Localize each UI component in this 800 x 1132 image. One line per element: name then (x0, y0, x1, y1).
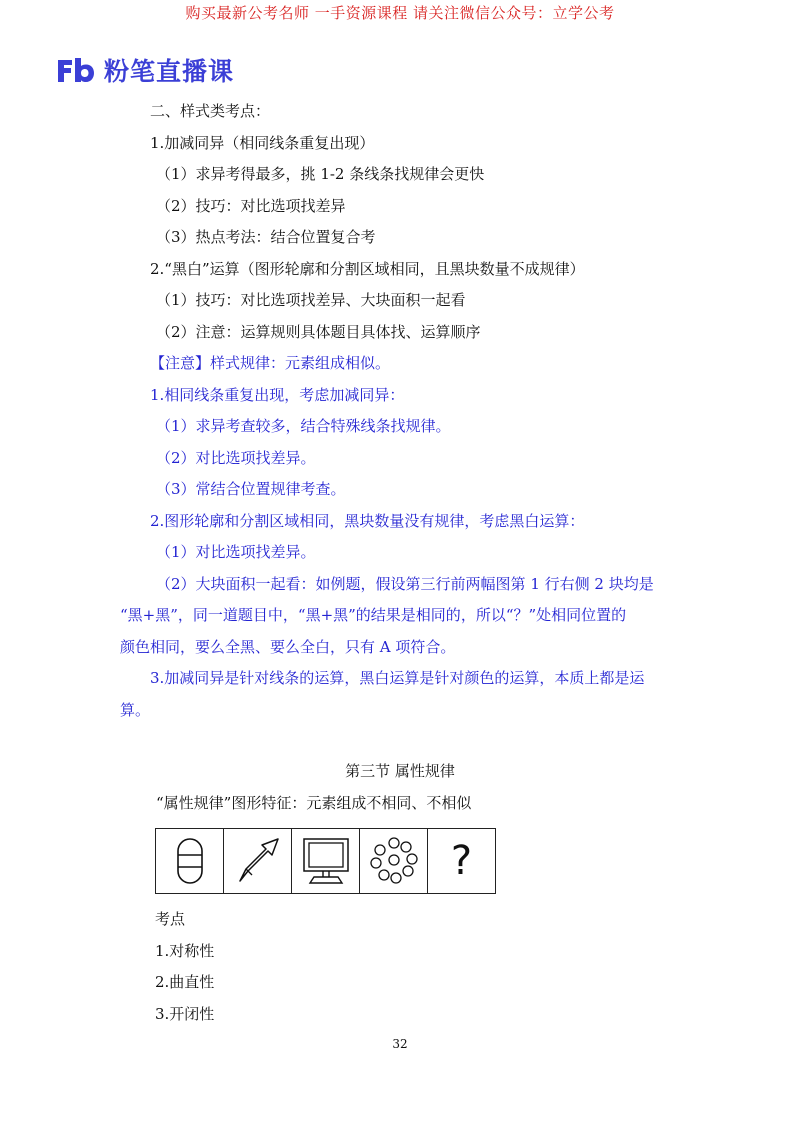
figure-cell (156, 829, 224, 893)
figure-cell (360, 829, 428, 893)
top-banner: 购买最新公考名师 一手资源课程 请关注微信公众号：立学公考 (185, 4, 615, 22)
note-p2-point-cont: 颜色相同，要么全黑、要么全白，只有 A 项符合。 (120, 637, 456, 656)
bead-ring-icon (364, 833, 424, 889)
note-p2: 2.图形轮廓和分割区域相同，黑块数量没有规律，考虑黑白运算： (150, 511, 585, 530)
item2-title: 2.“黑白”运算（图形轮廓和分割区域相同，且黑块数量不成规律） (150, 259, 585, 278)
capsule-shape-icon (160, 833, 220, 889)
note-p1-point: （2）对比选项找差异。 (156, 448, 316, 467)
fb-logo-icon (56, 56, 96, 84)
logo (56, 52, 234, 88)
item1-point: （2）技巧：对比选项找差异 (156, 196, 346, 215)
item2-point: （2）注意：运算规则具体题目具体找、运算顺序 (156, 322, 481, 341)
main-content (120, 96, 690, 726)
item1-point: （1）求异考得最多，挑 1-2 条线条找规律会更快 (156, 165, 485, 183)
item2-point: （1）技巧：对比选项找差异、大块面积一起看 (156, 291, 466, 309)
section-two-title: 二、样式类考点： (150, 102, 271, 120)
note-p3: 3.加减同异是针对线条的运算，黑白运算是针对颜色的运算，本质上都是运 (150, 669, 645, 687)
points-list (155, 904, 214, 1030)
list-item: 1.对称性 (155, 941, 215, 960)
item1-point: （3）热点考法：结合位置复合考 (156, 228, 376, 246)
item1-title: 1.加减同异（相同线条重复出现） (150, 133, 375, 152)
arrow-shape-icon (228, 833, 288, 889)
note-title: 【注意】样式规律：元素组成相似。 (150, 354, 391, 372)
note-p1-point: （3）常结合位置规律考查。 (156, 480, 346, 498)
question-mark-icon: ? (450, 838, 473, 884)
note-p2-point: （2）大块面积一起看：如例题，假设第三行前两幅图第 1 行右侧 2 块均是 (156, 574, 654, 593)
section-three-intro: “属性规律”图形特征：元素组成不相同、不相似 (156, 794, 472, 812)
figure-sequence (155, 828, 496, 894)
list-item: 2.曲直性 (155, 973, 215, 991)
page-number: 32 (392, 1037, 408, 1051)
note-p2-point: （1）对比选项找差异。 (156, 543, 316, 561)
points-title: 考点 (155, 910, 186, 928)
note-p3-cont: 算。 (120, 700, 151, 719)
note-p1: 1.相同线条重复出现，考虑加减同异： (150, 385, 405, 404)
list-item: 3.开闭性 (155, 1004, 215, 1023)
figure-cell (224, 829, 292, 893)
logo-text: 粉笔直播课 (104, 57, 235, 86)
note-p2-point-cont: “黑+黑”，同一道题目中，“黑+黑”的结果是相同的，所以“？”处相同位置的 (120, 606, 627, 624)
section-three-title: 第三节 属性规律 (345, 762, 455, 780)
note-p1-point: （1）求异考查较多，结合特殊线条找规律。 (156, 417, 451, 435)
figure-cell (292, 829, 360, 893)
monitor-shape-icon (296, 833, 356, 889)
figure-cell (428, 829, 495, 893)
